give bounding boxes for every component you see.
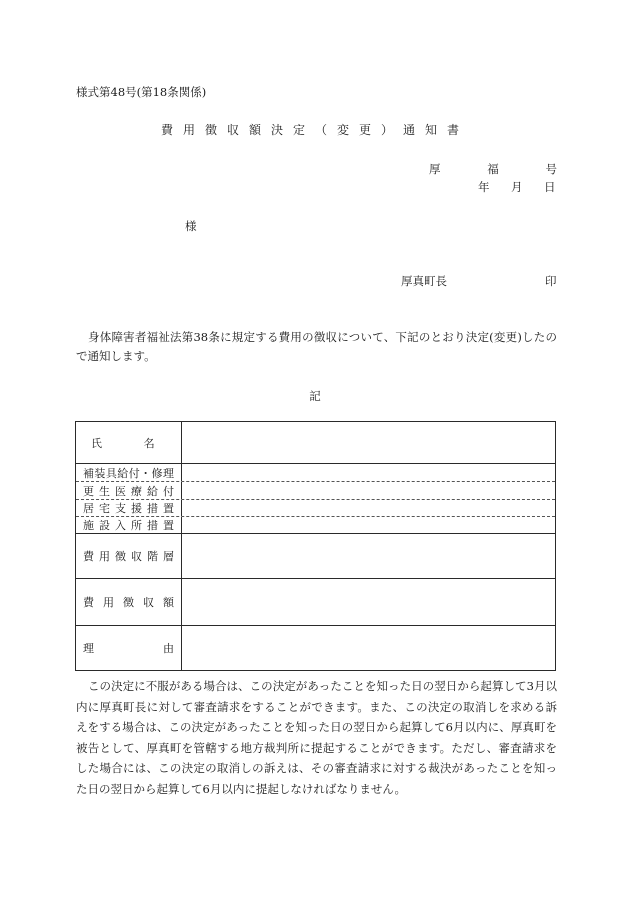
seal-mark: 印 [545,274,557,288]
table-row-service [76,463,555,481]
form-number: 様式第48号(第18条関係) [76,85,207,99]
date-month: 月 [511,180,523,194]
table-row-fee-level [76,533,555,578]
service-label-prosthetics: 補装具給付・修理 [83,466,174,480]
reason-value-cell [182,626,555,670]
fee-amount-value-cell [182,579,555,625]
date-day: 日 [544,180,556,194]
document-number: 厚 福 号 [429,162,557,176]
table-row-fee-amount [76,578,555,625]
fee-amount-label: 費用徴収額 [83,596,174,609]
fee-level-value-cell [182,534,555,578]
service-label-rehab-medical: 更生医療給付 [83,484,174,498]
issuer-name: 厚真町長 [401,274,447,288]
document-title: 費用徴収額決定（変更）通知書 [160,123,469,137]
document-date [478,179,557,195]
name-value-cell [182,422,555,463]
reason-label: 理 由 [83,642,174,655]
table-row-service [76,499,555,516]
table-row-name [76,422,555,463]
name-label-cell [76,422,182,463]
appeal-notice: この決定に不服がある場合は、この決定があったことを知った日の翌日から起算して3月以内に厚真町長に対して審査請求をすることができます。また、この決定の取消しを求める訴えをする場合は、この決定があったことを知った日の翌日から起算して6月以内に、厚真町を被告として、厚真町を管轄する地方裁判所に提起することができます。ただし、審査請求をした場合には、この決定の取消しの訴えは、その審査請求に対する裁決があったことを知った日の翌日から起算して6月以内に提起しなければなりません。 [76,679,557,796]
name-label: 氏 名 [91,436,155,450]
date-year: 年 [478,180,490,194]
service-label-home-support: 居宅支援措置 [83,502,174,515]
table-row-reason [76,625,555,670]
service-label-facility: 施設入所措置 [83,519,174,532]
table-row-service [76,481,555,499]
intro-paragraph: 身体障害者福祉法第38条に規定する費用の徴収について、下記のとおり決定(変更)したので通知します。 [76,330,557,363]
table-row-service [76,516,555,533]
record-table [75,421,556,671]
ki-heading: 記 [309,389,321,403]
recipient-honorific: 様 [185,219,197,233]
fee-level-label: 費用徴収階層 [83,550,174,563]
